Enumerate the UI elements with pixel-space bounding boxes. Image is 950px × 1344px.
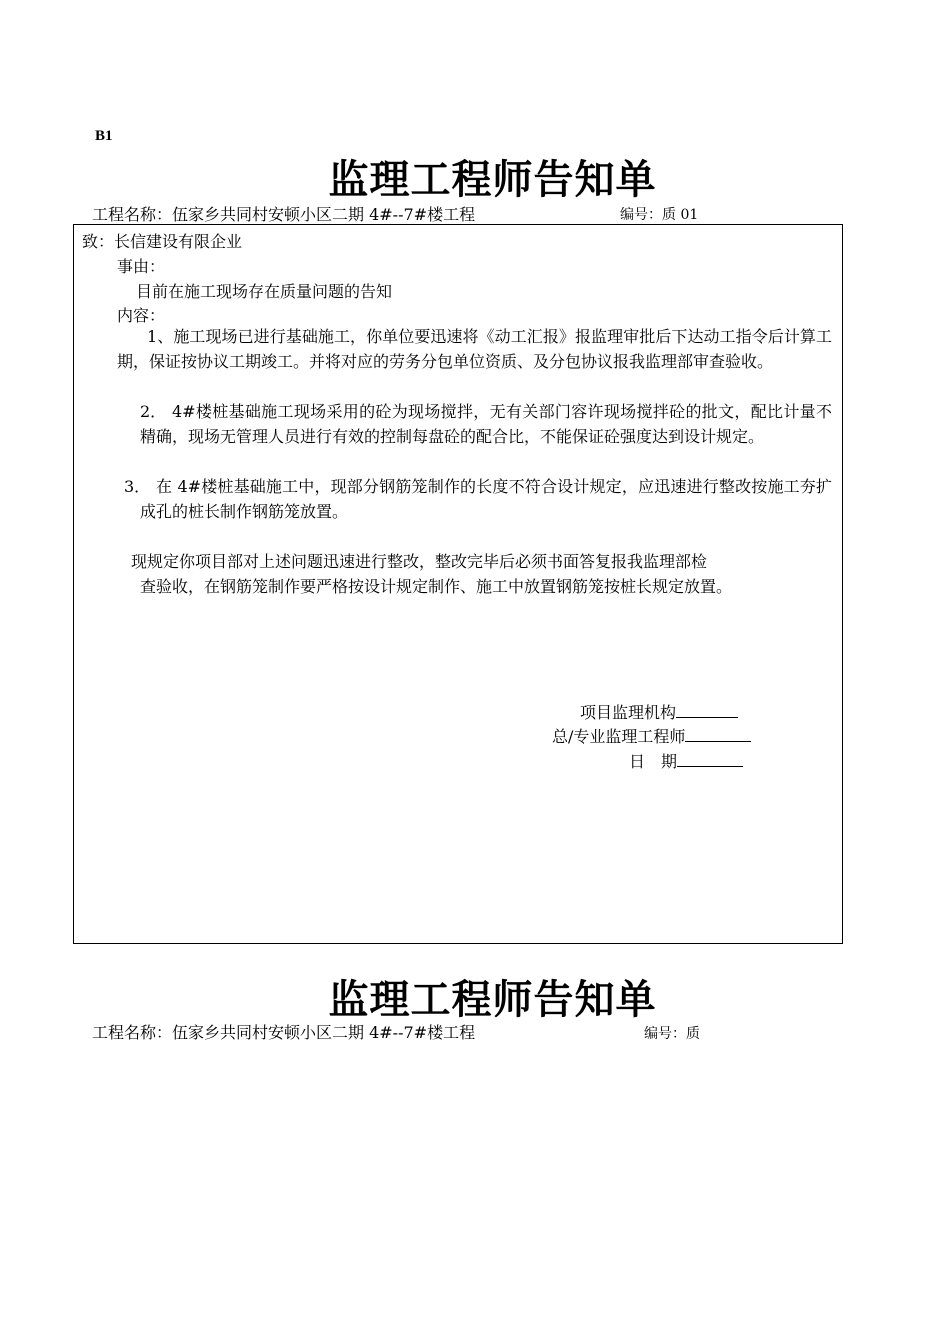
signature-org-label: 项目监理机构: [580, 703, 677, 722]
signature-engineer-label: 总/专业监理工程师: [552, 727, 686, 746]
form-code: B1: [95, 128, 113, 144]
content-item-1: 1、施工现场已进行基础施工，你单位要迅速将《动工汇报》报监理审批后下达动工指令后计算工期，保证按协议工期竣工。并将对应的劳务分包单位资质、及分包协议报我监理部审查验收。: [117, 327, 832, 371]
notice-title: 监理工程师告知单: [328, 157, 657, 203]
content-item-2-number: 2．: [140, 402, 167, 421]
signature-engineer-blank[interactable]: [685, 727, 751, 742]
recipient-line: 致：长信建设有限企业: [82, 232, 243, 251]
signature-date-blank[interactable]: [677, 752, 743, 767]
notice-2-project-name: 工程名称：伍家乡共同村安顿小区二期 4#--7#楼工程: [92, 1023, 476, 1042]
reason-text: 目前在施工现场存在质量问题的告知: [136, 282, 393, 301]
project-name: 工程名称：伍家乡共同村安顿小区二期 4#--7#楼工程: [92, 205, 476, 224]
content-item-2: 4#楼桩基础施工现场采用的砼为现场搅拌，无有关部门容许现场搅拌砼的批文，配比计量不精确，现场无管理人员进行有效的控制每盘砼的配合比，不能保证砼强度达到设计规定。: [140, 402, 832, 446]
content-item-3: 在 4#楼桩基础施工中，现部分钢筋笼制作的长度不符合设计规定，应迅速进行整改按施工夯扩成孔的桩长制作钢筋笼放置。: [140, 477, 832, 521]
content-label: 内容：: [117, 306, 166, 325]
signature-date-label: 日 期: [629, 752, 678, 771]
signature-org-blank[interactable]: [676, 703, 738, 718]
signature-date: [629, 749, 743, 772]
notice-2-title: 监理工程师告知单: [328, 977, 657, 1023]
notice-number: 编号：质 01: [620, 207, 699, 223]
notice-2-number: 编号：质: [644, 1026, 700, 1042]
content-item-3-number: 3．: [124, 477, 151, 496]
reason-label: 事由：: [117, 257, 166, 276]
closing-first-line: 现规定你项目部对上述问题迅速进行整改，整改完毕后必须书面答复报我监理部检: [131, 552, 708, 571]
closing-rest: 查验收，在钢筋笼制作要严格按设计规定制作、施工中放置钢筋笼按桩长规定放置。: [140, 577, 733, 596]
signature-engineer: [552, 724, 751, 747]
signature-org: [580, 700, 738, 723]
